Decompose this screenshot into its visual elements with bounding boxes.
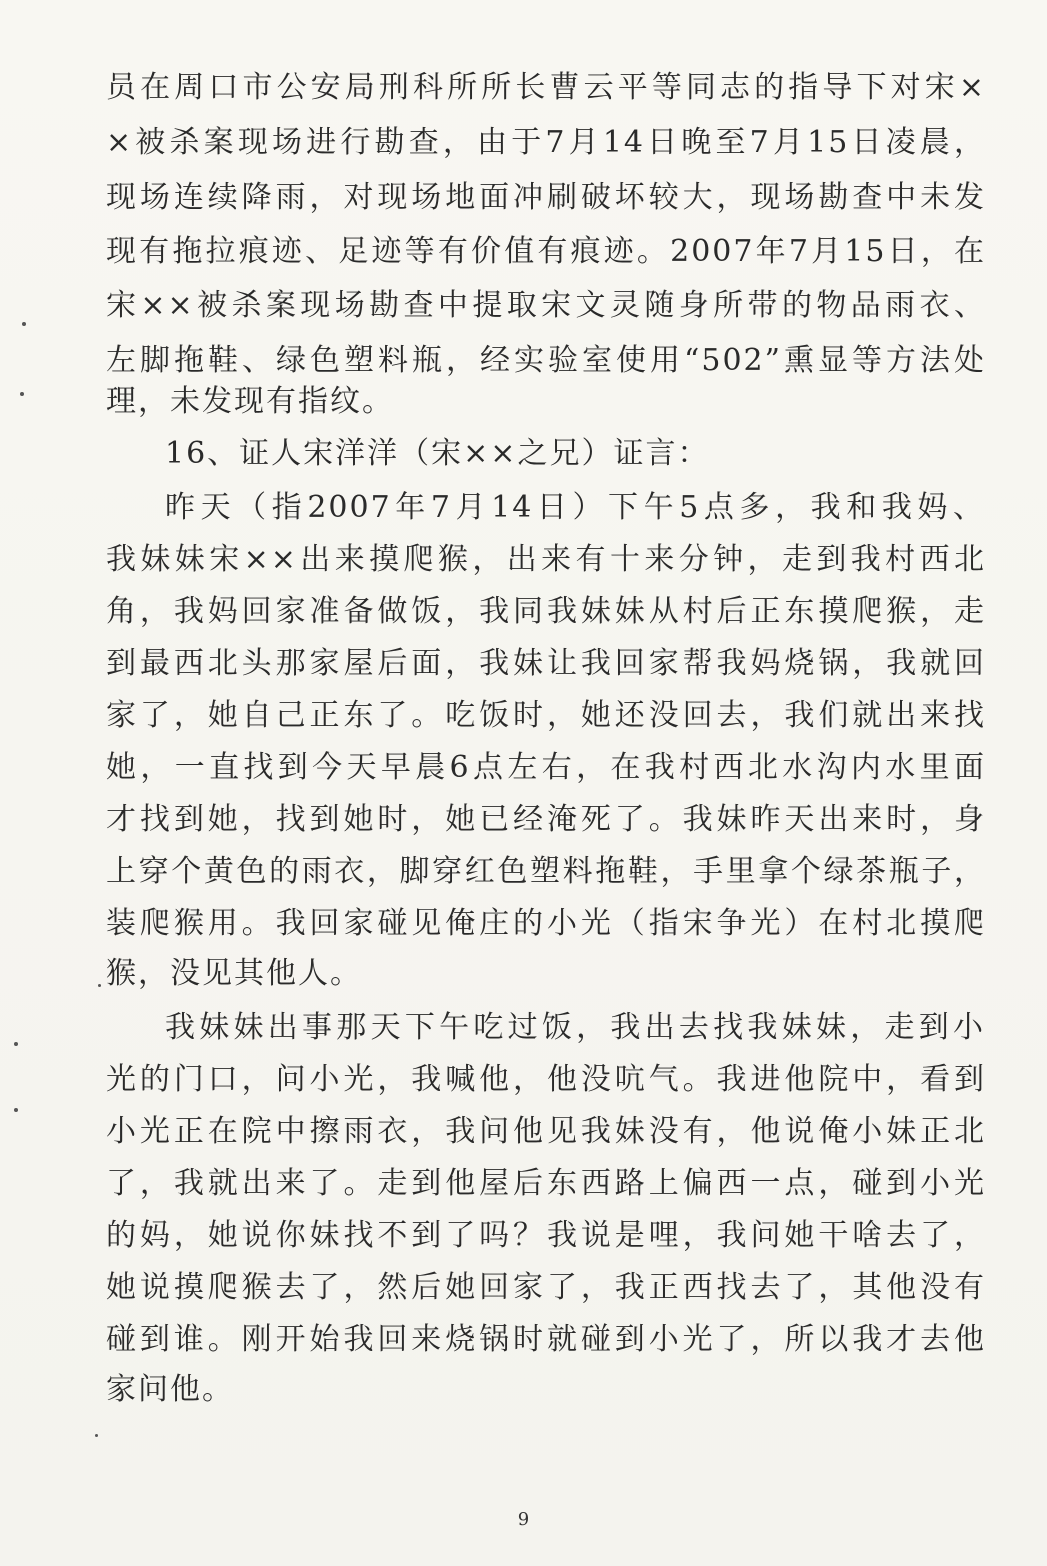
scan-speck <box>14 1042 18 1046</box>
text-line: 上穿个黄色的雨衣，脚穿红色塑料拖鞋，手里拿个绿茶瓶子， <box>106 854 986 889</box>
text-line: 到最西北头那家屋后面，我妹让我回家帮我妈烧锅，我就回 <box>106 646 986 681</box>
text-line: 她说摸爬猴去了，然后她回家了，我正西找去了，其他没有 <box>106 1270 986 1305</box>
text-line: 现场连续降雨，对现场地面冲刷破坏较大，现场勘查中未发 <box>106 180 986 215</box>
text-line: 她，一直找到今天早晨6点左右，在我村西北水沟内水里面 <box>106 750 986 785</box>
scan-speck <box>14 1108 18 1112</box>
text-line: 光的门口，问小光，我喊他，他没吭气。我进他院中，看到 <box>106 1062 986 1097</box>
text-line: 装爬猴用。我回家碰见俺庄的小光（指宋争光）在村北摸爬 <box>106 906 986 941</box>
text-line: 猴，没见其他人。 <box>106 956 362 991</box>
text-line: 我妹妹宋××出来摸爬猴，出来有十来分钟，走到我村西北 <box>106 542 986 577</box>
text-line: 的妈，她说你妹找不到了吗？我说是哩，我问她干啥去了， <box>106 1218 986 1253</box>
text-line: 家问他。 <box>106 1372 234 1407</box>
scan-speck <box>20 392 24 396</box>
text-line: 员在周口市公安局刑科所所长曹云平等同志的指导下对宋× <box>106 70 986 105</box>
text-line: 左脚拖鞋、绿色塑料瓶，经实验室使用“502”熏显等方法处 <box>106 343 986 378</box>
text-line: 家了，她自己正东了。吃饭时，她还没回去，我们就出来找 <box>106 698 986 733</box>
text-line: 角，我妈回家准备做饭，我同我妹妹从村后正东摸爬猴，走 <box>106 594 986 629</box>
text-line: 昨天（指2007年7月14日）下午5点多，我和我妈、 <box>165 490 985 525</box>
text-line: 了，我就出来了。走到他屋后东西路上偏西一点，碰到小光 <box>106 1166 986 1201</box>
text-line: 宋××被杀案现场勘查中提取宋文灵随身所带的物品雨衣、 <box>106 288 986 323</box>
page-number: 9 <box>517 1509 530 1530</box>
text-line: 才找到她，找到她时，她已经淹死了。我妹昨天出来时，身 <box>106 802 986 837</box>
scan-speck <box>98 984 101 987</box>
text-line: 碰到谁。刚开始我回来烧锅时就碰到小光了，所以我才去他 <box>106 1322 986 1357</box>
text-line: 理，未发现有指纹。 <box>106 384 394 419</box>
text-line: 我妹妹出事那天下午吃过饭，我出去找我妹妹，走到小 <box>165 1010 985 1045</box>
text-line: ×被杀案现场进行勘查，由于7月14日晚至7月15日凌晨， <box>106 125 986 160</box>
scan-speck <box>95 1434 98 1437</box>
text-line: 小光正在院中擦雨衣，我问他见我妹没有，他说俺小妹正北 <box>106 1114 986 1149</box>
text-line: 现有拖拉痕迹、足迹等有价值有痕迹。2007年7月15日，在 <box>106 234 986 269</box>
scan-speck <box>22 322 26 326</box>
section-heading: 16、证人宋洋洋（宋××之兄）证言： <box>165 436 710 471</box>
